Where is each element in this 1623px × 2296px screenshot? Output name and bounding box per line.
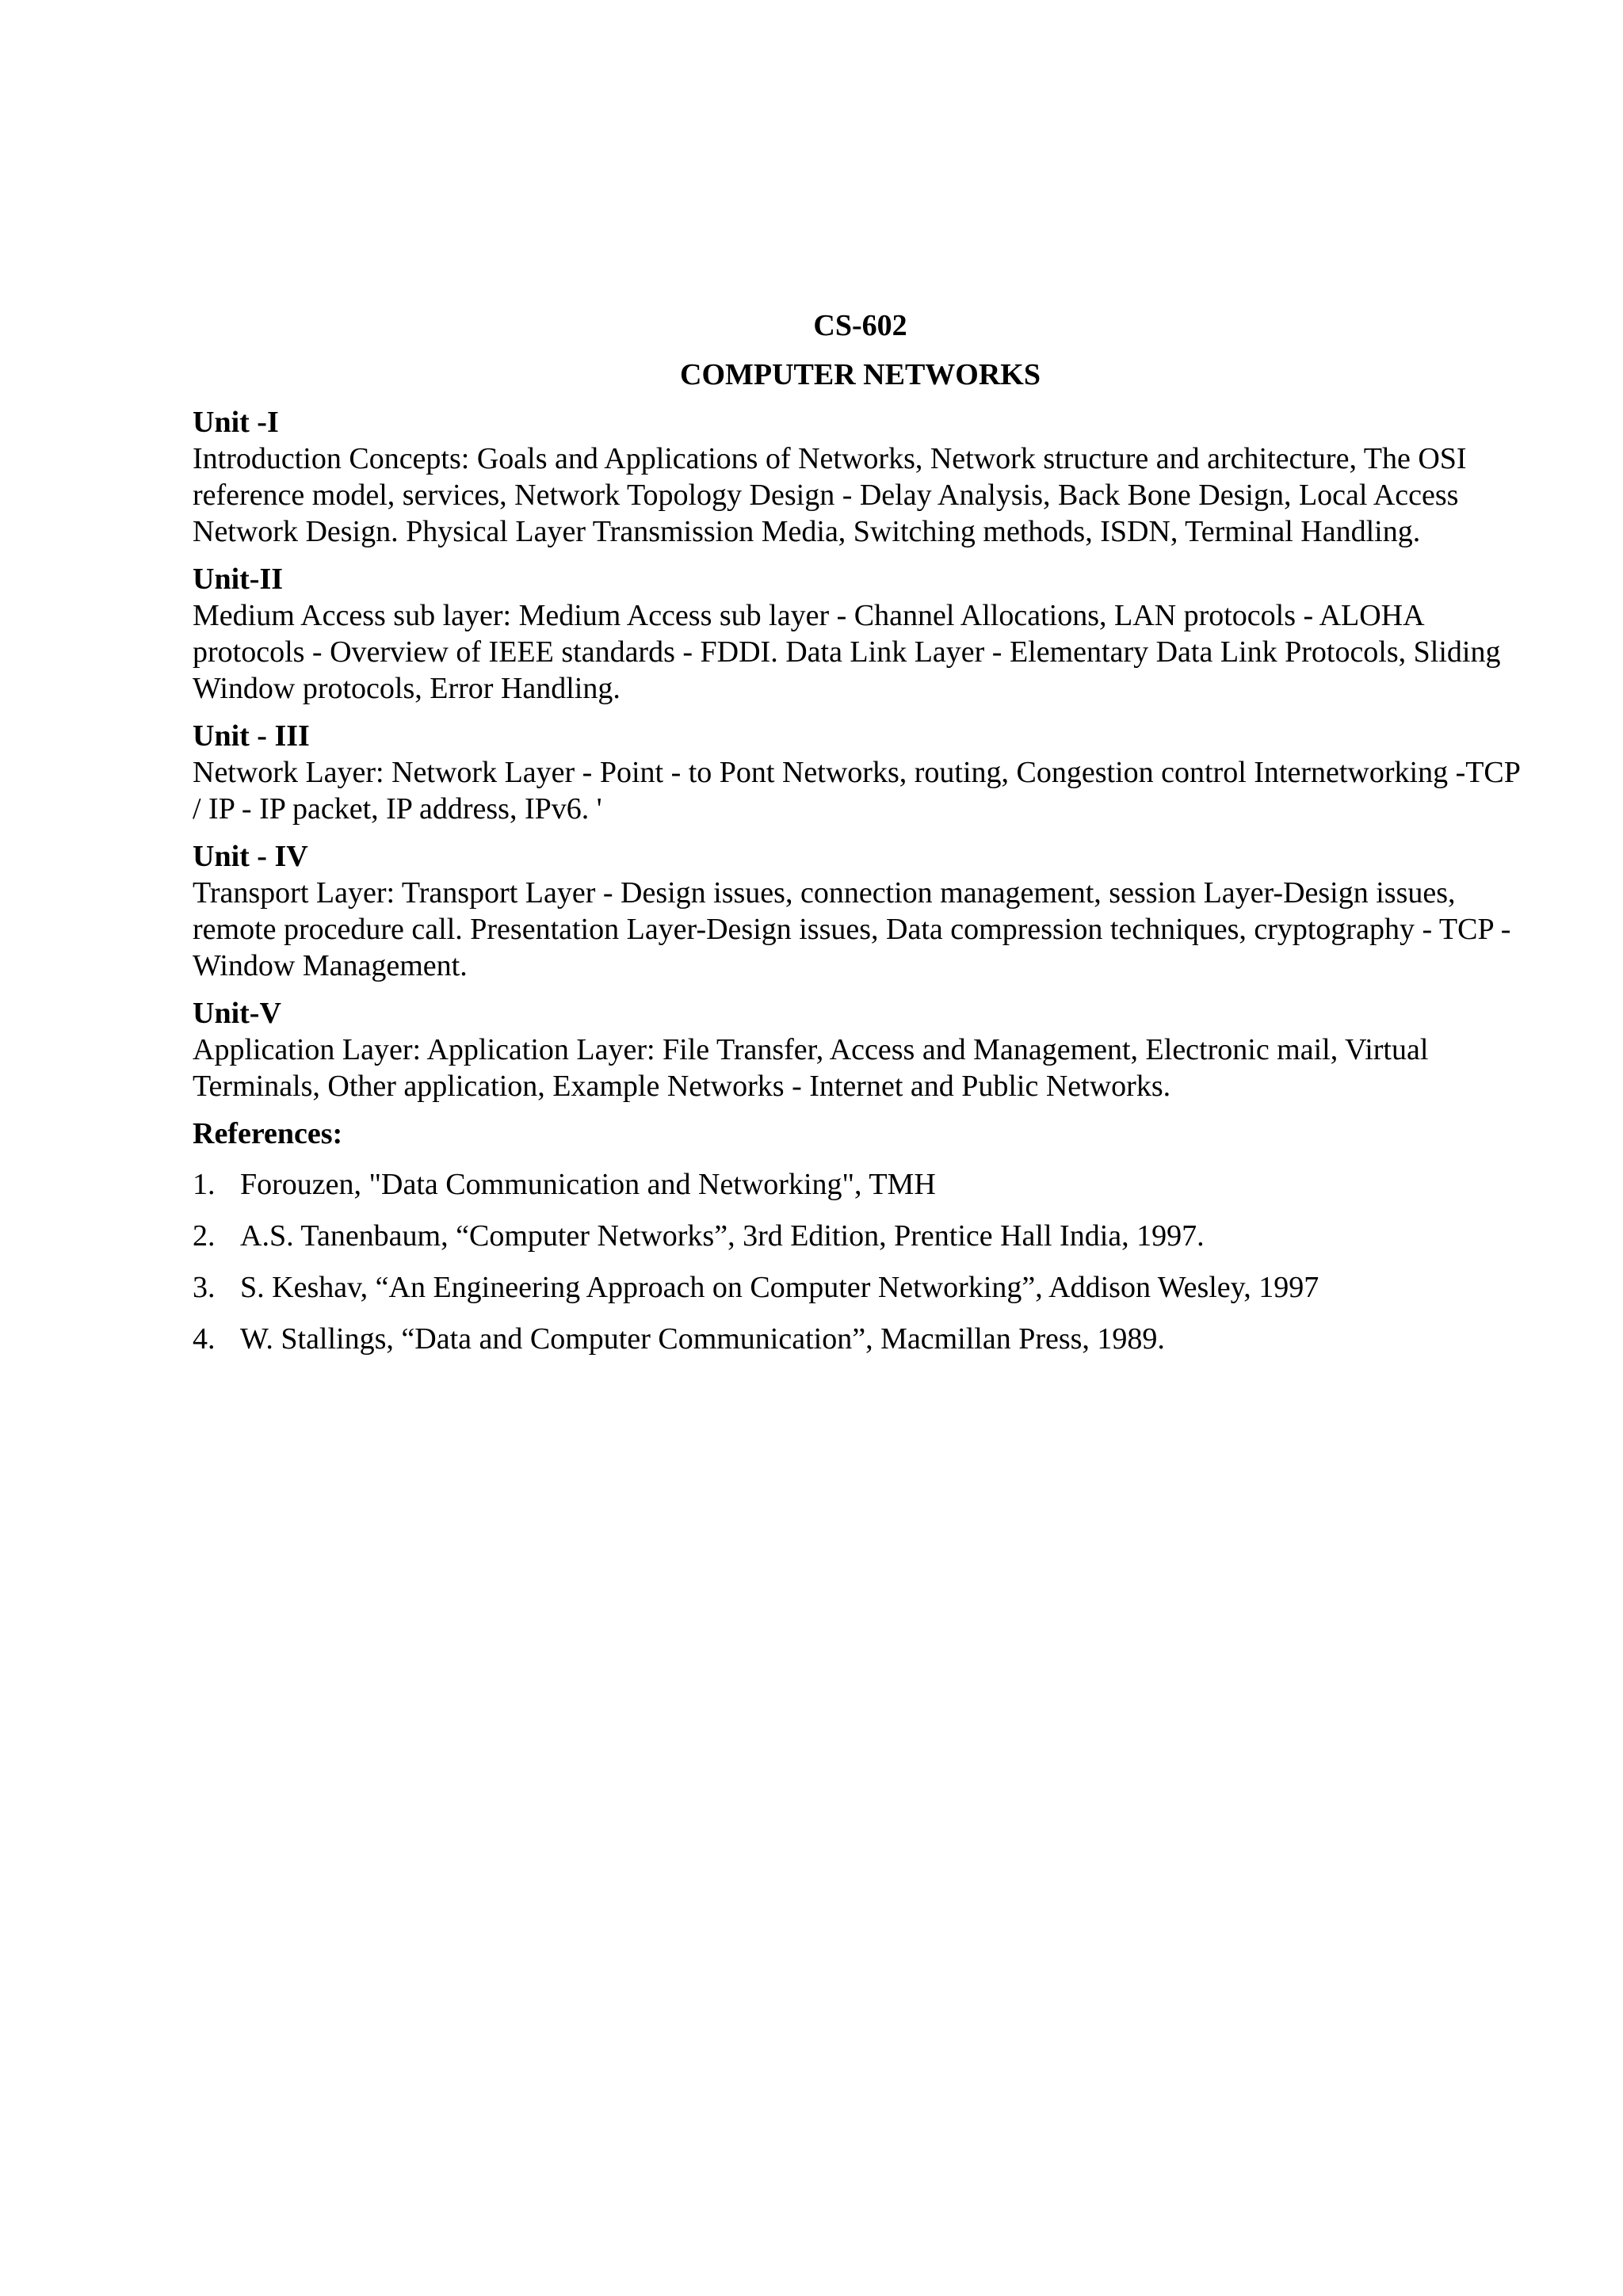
unit-body: Transport Layer: Transport Layer - Design issues, connection management, session Layer-Design issues, remote procedure call. Presentation Layer-Design issues, Data compression techniques, cryptography - TCP - Window Management. xyxy=(193,876,1511,982)
unit-body: Network Layer: Network Layer - Point - to Pont Networks, routing, Congestion control Internetworking -TCP / IP - IP packet, IP address, IPv6. ' xyxy=(193,756,1520,826)
references-heading: References: xyxy=(193,1117,343,1150)
reference-text: A.S. Tanenbaum, “Computer Networks”, 3rd Edition, Prentice Hall India, 1997. xyxy=(240,1219,1205,1253)
reference-text: Forouzen, "Data Communication and Networking", TMH xyxy=(240,1168,936,1201)
unit-body: Medium Access sub layer: Medium Access sub layer - Channel Allocations, LAN protocols - ALOHA protocols - Overview of IEEE standards - FDDI. Data Link Layer - Elementary Data Link Protocols, Sliding Window protocols, Error Handling. xyxy=(193,599,1501,705)
unit-heading: Unit - III xyxy=(193,719,310,753)
unit-section xyxy=(193,404,1528,550)
reference-item xyxy=(193,1269,1528,1306)
reference-text: S. Keshav, “An Engineering Approach on Computer Networking”, Addison Wesley, 1997 xyxy=(240,1271,1319,1304)
unit-section xyxy=(193,838,1528,984)
unit-section xyxy=(193,561,1528,707)
reference-text: W. Stallings, “Data and Computer Communication”, Macmillan Press, 1989. xyxy=(240,1322,1165,1356)
unit-body: Application Layer: Application Layer: File Transfer, Access and Management, Electronic mail, Virtual Terminals, Other application, Example Networks - Internet and Public Networks. xyxy=(193,1033,1429,1103)
reference-item xyxy=(193,1321,1528,1357)
reference-number: 2. xyxy=(193,1219,216,1253)
reference-number: 1. xyxy=(193,1168,216,1201)
references-list xyxy=(193,1166,1528,1357)
unit-section xyxy=(193,718,1528,827)
unit-heading: Unit-V xyxy=(193,997,281,1030)
subject-title: COMPUTER NETWORKS xyxy=(680,358,1041,391)
unit-section xyxy=(193,995,1528,1104)
reference-number: 3. xyxy=(193,1271,216,1304)
unit-heading: Unit -I xyxy=(193,406,279,439)
reference-item xyxy=(193,1166,1528,1203)
unit-heading: Unit-II xyxy=(193,563,284,596)
subject-code: CS-602 xyxy=(813,309,907,342)
reference-item xyxy=(193,1218,1528,1254)
unit-heading: Unit - IV xyxy=(193,840,308,873)
reference-number: 4. xyxy=(193,1322,216,1356)
unit-body: Introduction Concepts: Goals and Applications of Networks, Network structure and architecture, The OSI reference model, services, Network Topology Design - Delay Analysis, Back Bone Design, Local Access Network Design. Physical Layer Transmission Media, Switching methods, ISDN, Terminal Handling. xyxy=(193,442,1467,548)
